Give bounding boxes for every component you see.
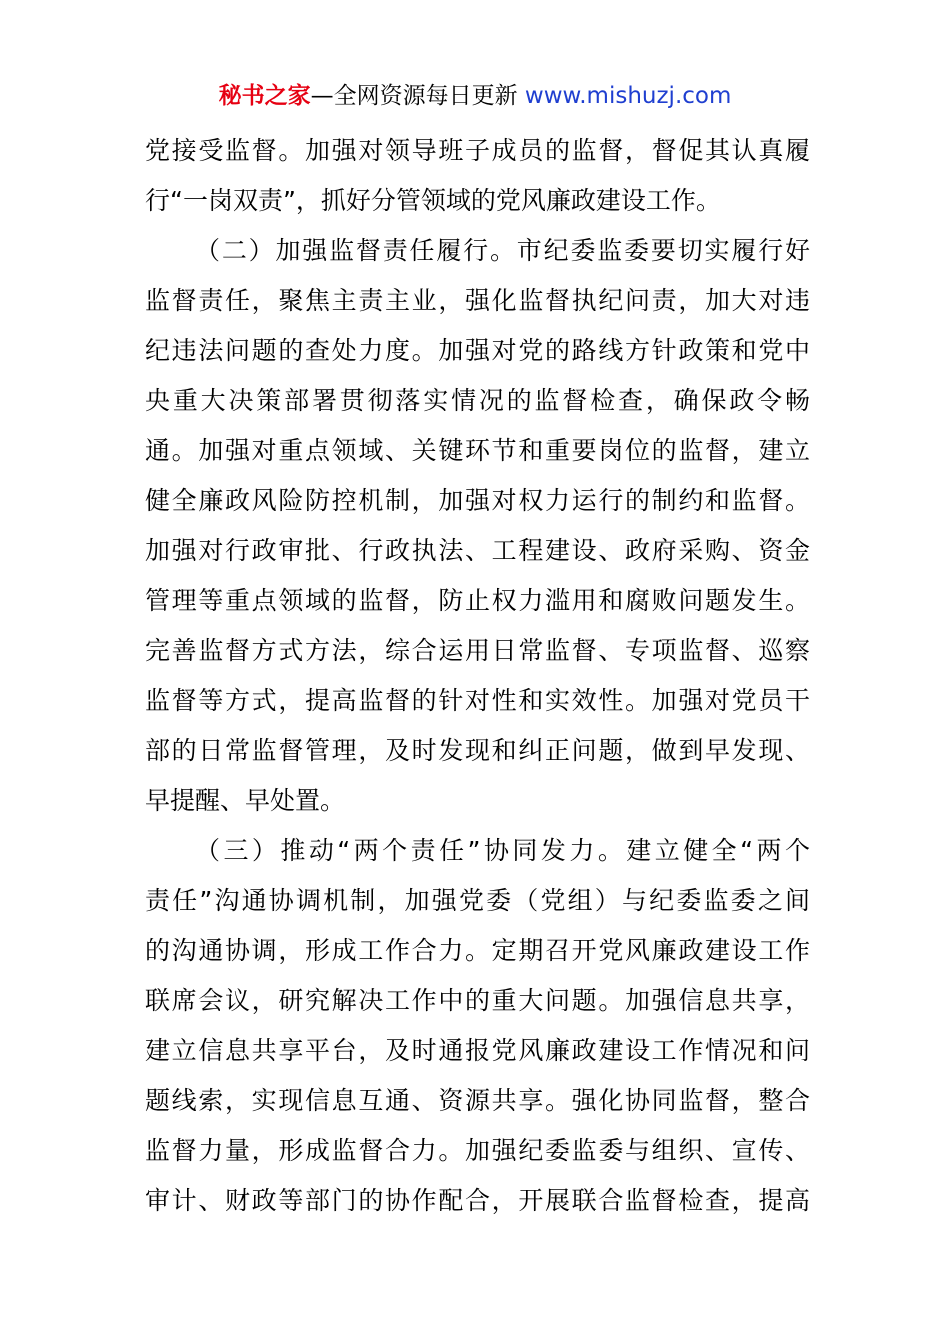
text-line: 健全廉政风险防控机制，加强对权力运行的制约和监督。: [145, 486, 810, 515]
text-line: 题线索，实现信息互通、资源共享。强化协同监督，整合: [145, 1086, 810, 1115]
text-line: 部的日常监督管理，及时发现和纠正问题，做到早发现、: [145, 736, 810, 765]
text-line: 监督力量，形成监督合力。加强纪委监委与组织、宣传、: [145, 1136, 810, 1165]
text-line: 监督责任，聚焦主责主业，强化监督执纪问责，加大对违: [145, 286, 810, 315]
text-line: 审计、财政等部门的协作配合，开展联合监督检查，提高: [145, 1186, 810, 1215]
body-text: [145, 126, 810, 1226]
header-url-link[interactable]: www.mishuzj.com: [524, 83, 732, 109]
text-line: 央重大决策部署贯彻落实情况的监督检查，确保政令畅: [145, 386, 810, 415]
text-line: 通。加强对重点领域、关键环节和重要岗位的监督，建立: [145, 436, 810, 465]
paragraph-heading-line: （二）加强监督责任履行。市纪委监委要切实履行好: [195, 236, 810, 265]
text-line: 联席会议，研究解决工作中的重大问题。加强信息共享，: [145, 986, 810, 1015]
text-line: 加强对行政审批、行政执法、工程建设、政府采购、资金: [145, 536, 810, 565]
text-line: 早提醒、早处置。: [145, 786, 346, 815]
text-line: 建立信息共享平台，及时通报党风廉政建设工作情况和问: [145, 1036, 810, 1065]
header-slogan: —全网资源每日更新: [310, 83, 518, 109]
text-line: 责任”沟通协调机制，加强党委（党组）与纪委监委之间: [145, 886, 810, 915]
paragraph-heading-line: （三）推动“两个责任”协同发力。建立健全“两个: [195, 836, 810, 865]
text-line: 行“一岗双责”，抓好分管领域的党风廉政建设工作。: [145, 186, 721, 215]
text-line: 管理等重点领域的监督，防止权力滥用和腐败问题发生。: [145, 586, 810, 615]
page-header: [0, 80, 950, 112]
header-brand: 秘书之家: [218, 83, 311, 109]
text-line: 党接受监督。加强对领导班子成员的监督，督促其认真履: [145, 136, 810, 165]
text-line: 完善监督方式方法，综合运用日常监督、专项监督、巡察: [145, 636, 810, 665]
text-line: 监督等方式，提高监督的针对性和实效性。加强对党员干: [145, 686, 810, 715]
text-line: 的沟通协调，形成工作合力。定期召开党风廉政建设工作: [145, 936, 810, 965]
text-line: 纪违法问题的查处力度。加强对党的路线方针政策和党中: [145, 336, 810, 365]
